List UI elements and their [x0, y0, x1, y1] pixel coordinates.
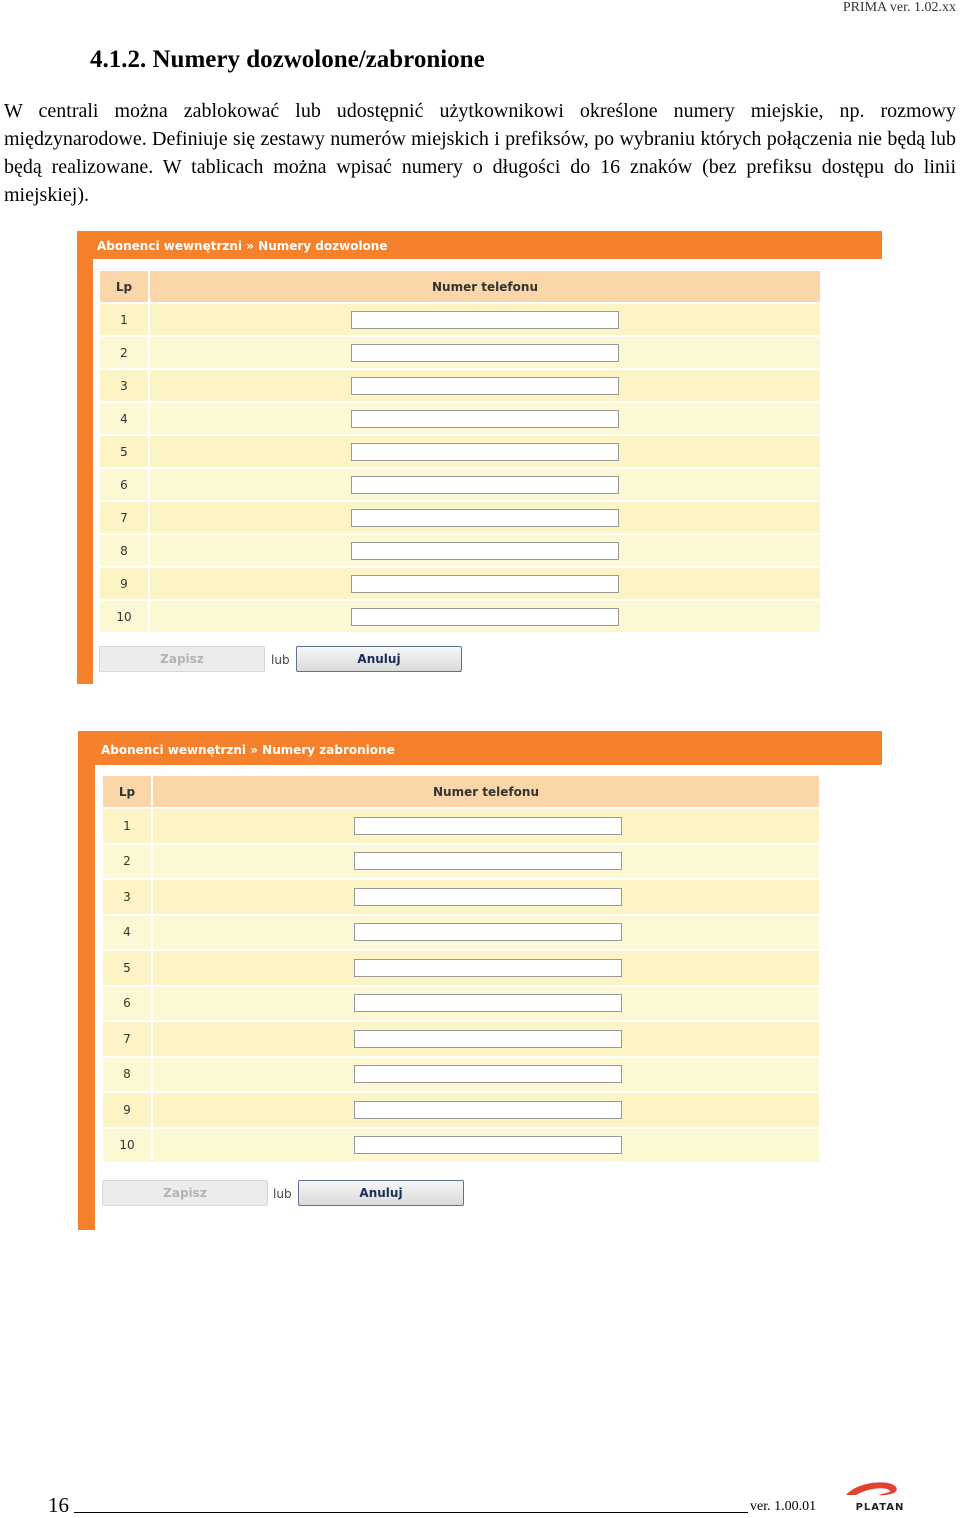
- or-label: lub: [273, 1187, 292, 1201]
- section-title: 4.1.2. Numery dozwolone/zabronione: [90, 46, 485, 73]
- row-number: 1: [100, 303, 149, 336]
- number-cell: [152, 1128, 819, 1163]
- doc-version-header: PRIMA ver. 1.02.xx: [842, 0, 956, 15]
- table-row: [103, 1128, 819, 1163]
- row-number: 7: [100, 501, 149, 534]
- phone-number-input[interactable]: [351, 575, 619, 593]
- numbers-table: [100, 271, 820, 632]
- row-number: 3: [103, 879, 152, 915]
- table-row: [103, 986, 819, 1022]
- column-header-lp: Lp: [100, 271, 149, 303]
- phone-number-input[interactable]: [354, 1136, 622, 1154]
- table-row: [100, 369, 820, 402]
- number-cell: [152, 986, 819, 1022]
- phone-number-input[interactable]: [351, 509, 619, 527]
- screenshot-allowed-numbers: [77, 231, 882, 684]
- row-number: 2: [103, 844, 152, 880]
- table-row: [100, 600, 820, 632]
- or-label: lub: [271, 653, 290, 667]
- table-row: [103, 808, 819, 844]
- row-number: 10: [103, 1128, 152, 1163]
- platan-logo: [838, 1479, 922, 1513]
- column-header-lp: Lp: [103, 776, 152, 808]
- save-button[interactable]: Zapisz: [99, 646, 265, 672]
- phone-number-input[interactable]: [354, 1101, 622, 1119]
- row-number: 9: [100, 567, 149, 600]
- row-number: 3: [100, 369, 149, 402]
- phone-number-input[interactable]: [354, 888, 622, 906]
- row-number: 6: [100, 468, 149, 501]
- cancel-button[interactable]: Anuluj: [296, 646, 462, 672]
- number-cell: [149, 303, 820, 336]
- number-cell: [152, 915, 819, 951]
- number-cell: [149, 369, 820, 402]
- row-number: 6: [103, 986, 152, 1022]
- table-row: [103, 879, 819, 915]
- cancel-button[interactable]: Anuluj: [298, 1180, 464, 1206]
- row-number: 2: [100, 336, 149, 369]
- table-row: [100, 567, 820, 600]
- number-cell: [152, 844, 819, 880]
- table-row: [100, 501, 820, 534]
- content-panel: [93, 259, 882, 684]
- breadcrumb: Abonenci wewnętrzni » Numery dozwolone: [97, 239, 388, 253]
- row-number: 8: [100, 534, 149, 567]
- row-number: 1: [103, 808, 152, 844]
- table-body: [103, 808, 819, 1162]
- table-row: [100, 534, 820, 567]
- phone-number-input[interactable]: [354, 994, 622, 1012]
- phone-number-input[interactable]: [354, 1030, 622, 1048]
- phone-number-input[interactable]: [354, 852, 622, 870]
- number-cell: [152, 879, 819, 915]
- column-header-number: Numer telefonu: [149, 271, 820, 303]
- row-number: 10: [100, 600, 149, 632]
- number-cell: [152, 1092, 819, 1128]
- row-number: 5: [100, 435, 149, 468]
- phone-number-input[interactable]: [351, 443, 619, 461]
- content-panel: [95, 765, 882, 1230]
- save-button[interactable]: Zapisz: [102, 1180, 268, 1206]
- table-row: [103, 1021, 819, 1057]
- row-number: 4: [100, 402, 149, 435]
- section-paragraph: W centrali można zablokować lub udostępnić użytkownikowi określone numery miejskie, np. rozmowy międzynarodowe. Definiuje się zestawy numerów miejskich i prefiksów, po wybraniu których połączenia nie będą lub będą realizowane. W tablicach można wpisać numery o długości do 16 znaków (bez prefiksu dostępu do linii miejskiej).: [4, 100, 956, 206]
- row-number: 8: [103, 1057, 152, 1093]
- number-cell: [152, 950, 819, 986]
- phone-number-input[interactable]: [351, 542, 619, 560]
- phone-number-input[interactable]: [354, 923, 622, 941]
- row-number: 5: [103, 950, 152, 986]
- number-cell: [149, 534, 820, 567]
- table-row: [103, 1057, 819, 1093]
- table-row: [100, 336, 820, 369]
- phone-number-input[interactable]: [351, 608, 619, 626]
- table-row: [103, 950, 819, 986]
- number-cell: [152, 1057, 819, 1093]
- phone-number-input[interactable]: [351, 377, 619, 395]
- table-row: [103, 915, 819, 951]
- screenshot-blocked-numbers: [78, 731, 882, 1230]
- phone-number-input[interactable]: [351, 410, 619, 428]
- numbers-table: [103, 776, 819, 1162]
- table-row: [100, 303, 820, 336]
- footer-version: ver. 1.00.01: [750, 1499, 817, 1514]
- number-cell: [149, 468, 820, 501]
- phone-number-input[interactable]: [354, 1065, 622, 1083]
- phone-number-input[interactable]: [354, 959, 622, 977]
- number-cell: [149, 435, 820, 468]
- number-cell: [149, 567, 820, 600]
- breadcrumb: Abonenci wewnętrzni » Numery zabronione: [101, 743, 395, 757]
- number-cell: [152, 808, 819, 844]
- table-row: [103, 844, 819, 880]
- table-row: [100, 435, 820, 468]
- number-cell: [152, 1021, 819, 1057]
- row-number: 9: [103, 1092, 152, 1128]
- page-number: 16: [48, 1493, 69, 1517]
- table-body: [100, 303, 820, 632]
- footer-divider: [74, 1512, 748, 1513]
- column-header-number: Numer telefonu: [152, 776, 819, 808]
- row-number: 7: [103, 1021, 152, 1057]
- phone-number-input[interactable]: [351, 344, 619, 362]
- table-row: [100, 468, 820, 501]
- row-number: 4: [103, 915, 152, 951]
- phone-number-input[interactable]: [351, 311, 619, 329]
- number-cell: [149, 600, 820, 632]
- phone-number-input[interactable]: [354, 817, 622, 835]
- number-cell: [149, 402, 820, 435]
- table-row: [103, 1092, 819, 1128]
- logo-text: PLATAN: [855, 1502, 905, 1513]
- number-cell: [149, 336, 820, 369]
- number-cell: [149, 501, 820, 534]
- table-row: [100, 402, 820, 435]
- phone-number-input[interactable]: [351, 476, 619, 494]
